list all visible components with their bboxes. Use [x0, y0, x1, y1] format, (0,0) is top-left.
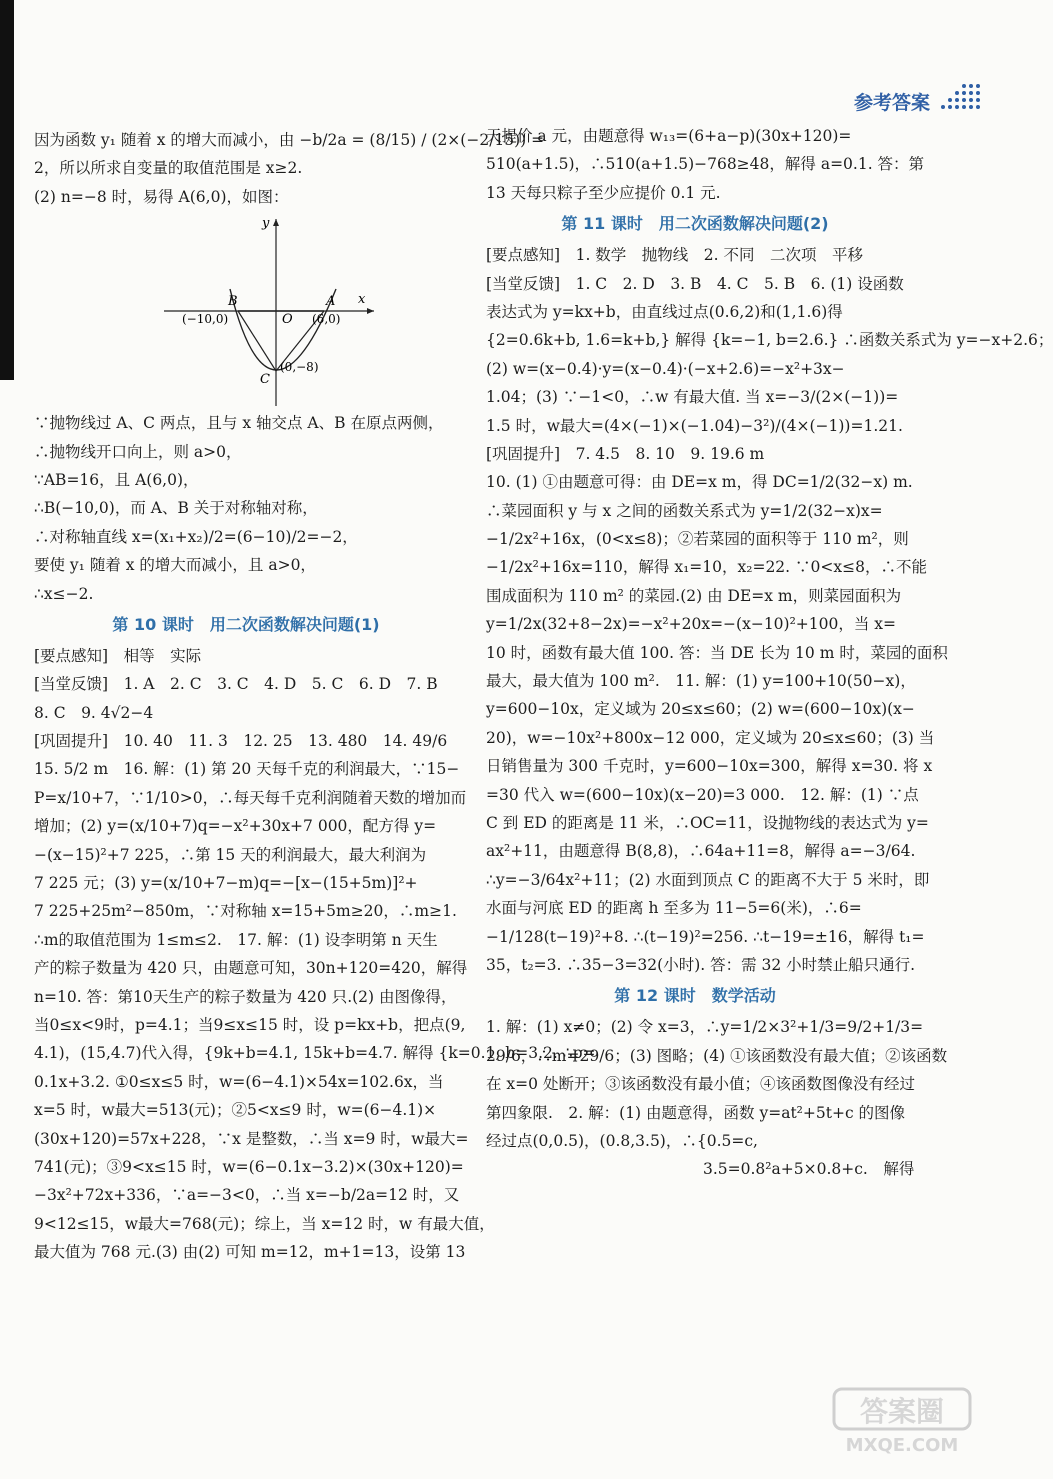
- text-line: 日销售量为 300 千克时，y=600−10x=300，解得 x=30. 将 x: [486, 757, 933, 776]
- x-axis-label: x: [358, 292, 366, 308]
- text-line: [巩固提升] 7. 4.5 8. 10 9. 19.6 m: [486, 444, 765, 463]
- text-line: y=600−10x，定义域为 20≤x≤60；(2) w=(600−10x)(x−: [486, 700, 915, 719]
- text-line: 增加；(2) y=(x/10+7)q=−x²+30x+7 000，配方得 y=: [34, 817, 437, 836]
- point-c-coords: (0,−8): [280, 360, 319, 375]
- text-line: −3x²+72x+336，∵a=−3<0，∴当 x=−b/2a=12 时，又: [34, 1186, 460, 1205]
- text-line: 当0≤x<9时，p=4.1；当9≤x≤15 时，设 p=kx+b，把点(9,: [34, 1015, 466, 1034]
- text-line: ∴B(−10,0)，而 A、B 关于对称轴对称，: [34, 499, 318, 518]
- section-heading-lesson-11: 第 11 课时 用二次函数解决问题(2): [561, 214, 829, 234]
- text-line: =30 代入 w=(600−10x)(x−20)=3 000. 12. 解：(1) ∵点: [486, 785, 919, 804]
- text-line: −1/128(t−19)²+8. ∴(t−19)²=256. ∴t−19=±16，解得 t₁=: [486, 927, 925, 946]
- text-line: [当堂反馈] 1. C 2. D 3. B 4. C 5. B 6. (1) 设函数: [486, 274, 904, 293]
- origin-label: O: [282, 312, 293, 328]
- text-line: −(x−15)²+7 225，∴第 15 天的利润最大，最大利润为: [34, 845, 427, 864]
- text-line: ∴菜园面积 y 与 x 之间的函数关系式为 y=1/2(32−x)x=: [486, 501, 883, 520]
- text-line: 经过点(0,0.5)，(0.8,3.5)，∴{0.5=c,: [486, 1131, 758, 1150]
- text-line: 8. C 9. 4√2−4: [34, 703, 154, 722]
- text-line: 20)，w=−10x²+800x−12 000，定义域为 20≤x≤60；(3) 当: [486, 728, 935, 747]
- text-line: ∴抛物线开口向上，则 a>0，: [34, 442, 242, 461]
- point-a-label: A: [326, 294, 336, 310]
- text-line: {2=0.6k+b, 1.6=k+b,} 解得 {k=−1, b=2.6.} ∴函数关系式为 y=−x+2.6；: [486, 331, 1053, 350]
- text-line: y=1/2x(32+8−2x)=−x²+20x=−(x−10)²+100，当 x=: [486, 615, 897, 634]
- text-line: 741(元)；③9<x≤15 时，w=(6−0.1x−3.2)×(30x+120)=: [34, 1157, 464, 1176]
- text-line: [当堂反馈] 1. A 2. C 3. C 4. D 5. C 6. D 7. B: [34, 675, 438, 694]
- text-line: 29/6，∴m=29/6；(3) 图略；(4) ①该函数没有最大值；②该函数: [486, 1046, 948, 1065]
- text-line: ∴x≤−2.: [34, 584, 94, 603]
- left-column: [34, 126, 596, 1267]
- text-line: 1. 解：(1) x≠0；(2) 令 x=3，∴y=1/2×3²+1/3=9/2+1/3=: [486, 1018, 924, 1037]
- text-line: ∵AB=16，且 A(6,0)，: [34, 470, 199, 489]
- text-line: 天提价 a 元，由题意得 w₁₃=(6+a−p)(30x+120)=: [486, 127, 852, 145]
- point-b-coords: (−10,0): [182, 312, 229, 327]
- point-b-label: B: [228, 294, 238, 310]
- text-line: 7 225 元；(3) y=(x/10+7−m)q=−[x−(15+5m)]²+: [34, 874, 418, 893]
- text-line: 在 x=0 处断开；③该函数没有最小值；④该函数图像没有经过: [486, 1075, 915, 1094]
- text-line: 最大，最大值为 100 m². 11. 解：(1) y=100+10(50−x)，: [486, 672, 916, 691]
- text-line: 10. (1) ①由题意可得：由 DE=x m，得 DC=1/2(32−x) m.: [486, 473, 913, 492]
- text-line: ∴对称轴直线 x=(x₁+x₂)/2=(6−10)/2=−2，: [34, 527, 358, 546]
- text-line: 最大值为 768 元.(3) 由(2) 可知 m=12，m+1=13，设第 13: [34, 1243, 466, 1262]
- watermark-url: MXQE.COM: [845, 1435, 959, 1456]
- text-line: x=5 时，w最大=513(元)；②5<x≤9 时，w=(6−4.1)×: [34, 1101, 437, 1120]
- point-c-label: C: [260, 372, 270, 388]
- text-line: 35，t₂=3. ∴35−3=32(小时). 答：需 32 小时禁止船只通行.: [486, 955, 916, 974]
- text-line: 4.1)，(15,4.7)代入得，{9k+b=4.1, 15k+b=4.7. 解得 {k=0.1, b=3.2. ∴p=: [34, 1044, 596, 1063]
- text-line: 围成面积为 110 m² 的菜园.(2) 由 DE=x m，则菜园面积为: [486, 586, 902, 605]
- watermark-logo: [832, 1387, 972, 1457]
- section-heading-lesson-12: 第 12 课时 数学活动: [614, 986, 776, 1006]
- text-line: C 到 ED 的距离是 11 米，∴OC=11，设抛物线的表达式为 y=: [486, 813, 929, 832]
- text-line: 因为函数 y₁ 随着 x 的增大而减小，由 −b/2a = (8/15) / (2×(−2/15)) =: [34, 131, 545, 149]
- text-line: 7 225+25m²−850m，∵对称轴 x=15+5m≥20，∴m≥1.: [34, 902, 457, 921]
- text-line: 水面与河底 ED 的距离 h 至多为 11−5=6(米)，∴6=: [486, 899, 862, 918]
- text-line: ∴m的取值范围为 1≤m≤2. 17. 解：(1) 设李明第 n 天生: [34, 930, 438, 949]
- text-line: (30x+120)=57x+228，∵x 是整数，∴当 x=9 时，w最大=: [34, 1129, 469, 1148]
- text-line: 表达式为 y=kx+b，由直线过点(0.6,2)和(1,1.6)得: [486, 302, 843, 321]
- text-line: n=10. 答：第10天生产的粽子数量为 420 只.(2) 由图像得，: [34, 987, 457, 1006]
- page-binding-edge: [0, 0, 14, 380]
- point-a-coords: (6,0): [312, 312, 341, 327]
- text-line: 3.5=0.8²a+5×0.8+c. 解得: [486, 1160, 915, 1179]
- text-line: ∴y=−3/64x²+11；(2) 水面到顶点 C 的距离不大于 5 米时，即: [486, 870, 930, 889]
- text-line: (2) n=−8 时，易得 A(6,0)，如图：: [34, 187, 289, 206]
- parabola-graph: [34, 211, 458, 409]
- text-line: [要点感知] 1. 数学 抛物线 2. 不同 二次项 平移: [486, 246, 864, 265]
- text-line: ax²+11，由题意得 B(8,8)，∴64a+11=8，解得 a=−3/64.: [486, 842, 916, 861]
- text-line: 产的粽子数量为 420 只，由题意可知，30n+120=420，解得: [34, 959, 468, 978]
- text-line: −1/2x²+16x，(0<x≤8)；②若菜园的面积等于 110 m²，则: [486, 530, 909, 549]
- text-line: 2，所以所求自变量的取值范围是 x≥2.: [34, 159, 303, 178]
- y-axis-label: y: [262, 216, 270, 232]
- header-dots-decoration: [936, 84, 978, 114]
- text-line: 1.5 时，w最大=(4×(−1)×(−1.04)−3²)/(4×(−1))=1.21.: [486, 416, 903, 435]
- text-line: 13 天每只粽子至少应提价 0.1 元.: [486, 183, 721, 202]
- watermark-text: 答案圈: [859, 1395, 945, 1428]
- text-line: (2) w=(x−0.4)·y=(x−0.4)·(−x+2.6)=−x²+3x−: [486, 359, 845, 378]
- text-line: 15. 5/2 m 16. 解：(1) 第 20 天每千克的利润最大，∵15−: [34, 760, 460, 779]
- text-line: [巩固提升] 10. 40 11. 3 12. 25 13. 480 14. 49/6: [34, 732, 448, 751]
- text-line: P=x/10+7，∵1/10>0，∴每天每千克利润随着天数的增加而: [34, 788, 467, 807]
- page-header-title: 参考答案: [853, 92, 930, 114]
- text-line: [要点感知] 相等 实际: [34, 646, 202, 665]
- text-line: 要使 y₁ 随着 x 的增大而减小，且 a>0，: [34, 556, 316, 575]
- right-column: [486, 122, 1053, 1184]
- text-line: −1/2x²+16x=110，解得 x₁=10，x₂=22. ∵0<x≤8，∴不能: [486, 558, 927, 577]
- text-line: 第四象限. 2. 解：(1) 由题意得，函数 y=at²+5t+c 的图像: [486, 1103, 906, 1122]
- text-line: 510(a+1.5)，∴510(a+1.5)−768≥48，解得 a=0.1. 答：第: [486, 155, 925, 174]
- text-line: 9<12≤15，w最大=768(元)；综上，当 x=12 时，w 有最大值，: [34, 1214, 495, 1233]
- text-line: 0.1x+3.2. ①0≤x≤5 时，w=(6−4.1)×54x=102.6x，当: [34, 1072, 444, 1091]
- section-heading-lesson-10: 第 10 课时 用二次函数解决问题(1): [112, 614, 380, 634]
- text-line: 1.04；(3) ∵−1<0，∴w 有最大值. 当 x=−3/(2×(−1))=: [486, 388, 899, 407]
- text-line: ∵抛物线过 A、C 两点，且与 x 轴交点 A、B 在原点两侧，: [34, 414, 444, 433]
- text-line: 10 时，函数有最大值 100. 答：当 DE 长为 10 m 时，菜园的面积: [486, 643, 948, 662]
